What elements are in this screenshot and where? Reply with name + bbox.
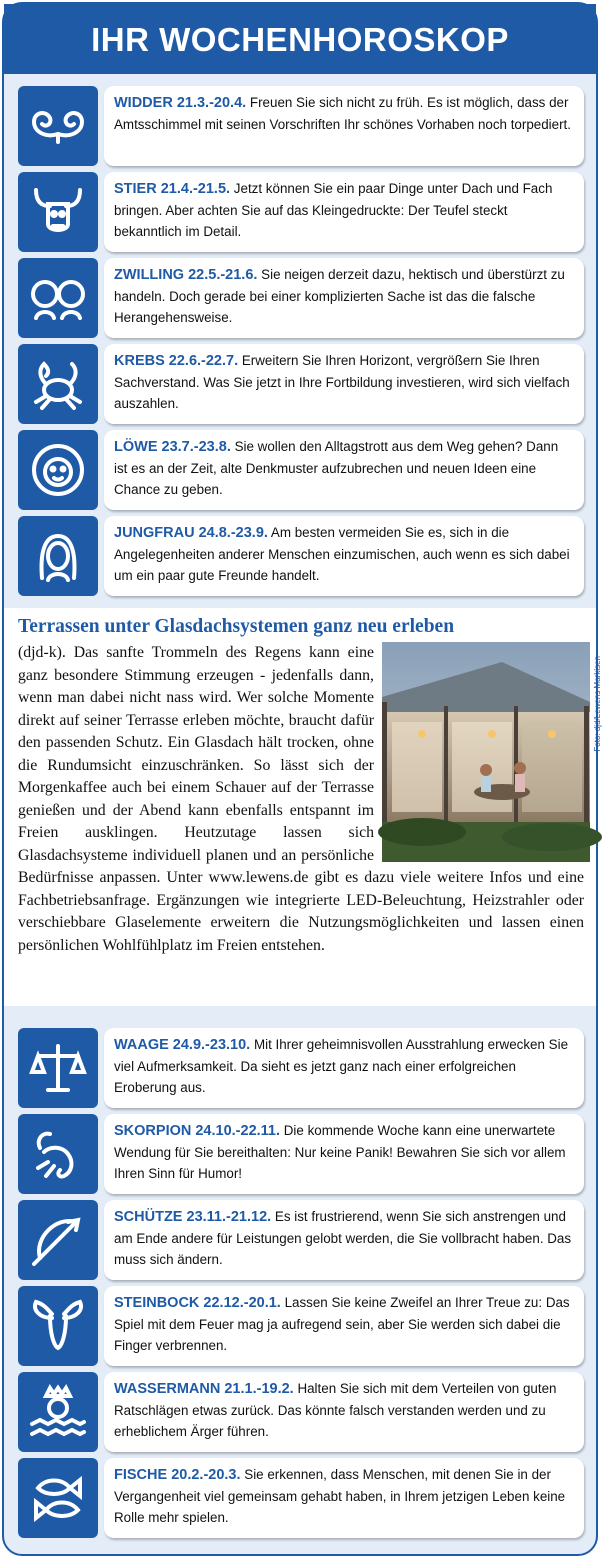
horoscope-text — [104, 1458, 584, 1538]
horoscope-text — [104, 1028, 584, 1108]
scales-icon — [18, 1028, 98, 1108]
advertorial-article — [4, 608, 602, 1006]
aquarius-icon — [18, 1372, 98, 1452]
sign-name: WAAGE 24.9.-23.10. — [114, 1037, 251, 1053]
bow-icon — [18, 1200, 98, 1280]
horoscope-entry — [18, 1200, 584, 1280]
sign-name: WASSERMANN 21.1.-19.2. — [114, 1381, 294, 1397]
horoscope-text — [104, 1200, 584, 1280]
horoscope-entry — [18, 258, 584, 338]
sign-text: Am besten vermeiden Sie es, sich in die Angelegenheiten anderer Menschen einzumischen, auch wenn es sich dabei um ein paar gute Freunde handelt. — [114, 525, 570, 583]
sign-name: ZWILLING 22.5.-21.6. — [114, 267, 258, 283]
sign-text: Erweitern Sie Ihren Horizont, vergrößern Sie Ihren Sachverstand. Was Sie jetzt in Ihre Fortbildung investieren, wird sich vielfach auszahlen. — [114, 353, 570, 411]
horoscope-text — [104, 1372, 584, 1452]
horoscope-entry — [18, 344, 584, 424]
terrace-photo — [382, 642, 602, 862]
sign-text: Lassen Sie keine Zweifel an Ihrer Treue zu: Das Spiel mit dem Feuer mag ja aufregend sein, aber Sie werden sich dabei die Finger verbrennen. — [114, 1295, 570, 1353]
sign-text: Jetzt können Sie ein paar Dinge unter Dach und Fach bringen. Aber achten Sie auf das Kleingedruckte: Der Teufel steckt bekanntlich im Detail. — [114, 181, 553, 239]
scorpion-icon — [18, 1114, 98, 1194]
horoscope-text — [104, 1286, 584, 1366]
sign-name: KREBS 22.6.-22.7. — [114, 353, 239, 369]
horoscope-list-top — [4, 74, 596, 596]
page-title: IHR WOCHENHOROSKOP — [4, 4, 596, 74]
sign-name: SCHÜTZE 23.11.-21.12. — [114, 1209, 272, 1225]
horoscope-text — [104, 1114, 584, 1194]
bull-icon — [18, 172, 98, 252]
horoscope-entry — [18, 1114, 584, 1194]
horoscope-entry — [18, 86, 584, 166]
horoscope-entry — [18, 172, 584, 252]
lion-icon — [18, 430, 98, 510]
horoscope-panel — [2, 2, 602, 1556]
sign-text: Sie erkennen, dass Menschen, mit denen Sie in der Vergangenheit viel gemeinsam gehabt haben, in Ihrem jetzigen Leben keine Rolle mehr spielen. — [114, 1467, 566, 1525]
sign-text: Halten Sie sich mit dem Verteilen von guten Ratschlägen etwas zurück. Das könnte falsch verstanden werden und zu erheblichem Ärger führen. — [114, 1381, 557, 1439]
horoscope-text — [104, 430, 584, 510]
sign-text: Freuen Sie sich nicht zu früh. Es ist möglich, dass der Amtsschimmel mit seinen Vorschriften Ihr schönes Vorhaben noch torpediert. — [114, 95, 571, 132]
sign-name: WIDDER 21.3.-20.4. — [114, 95, 247, 111]
crab-icon — [18, 344, 98, 424]
twins-icon — [18, 258, 98, 338]
sign-text: Sie wollen den Alltagstrott aus dem Weg gehen? Dann ist es an der Zeit, alte Denkmuster aufzubrechen und neuen Ideen eine Chance zu geben. — [114, 439, 559, 497]
horoscope-entry — [18, 1028, 584, 1108]
horoscope-entry — [18, 430, 584, 510]
sign-name: LÖWE 23.7.-23.8. — [114, 439, 231, 455]
horoscope-entry — [18, 1458, 584, 1538]
horoscope-text — [104, 86, 584, 166]
horoscope-entry — [18, 1286, 584, 1366]
sign-name: STEINBOCK 22.12.-20.1. — [114, 1295, 281, 1311]
photo-credit: Foto: djd/Lewens Markisen — [593, 656, 602, 752]
sign-name: STIER 21.4.-21.5. — [114, 181, 231, 197]
ram-icon — [18, 86, 98, 166]
sign-text: Sie neigen derzeit dazu, hektisch und überstürzt zu handeln. Doch gerade bei einer komplizierten Sache ist das die falsche Herangehensweise. — [114, 267, 565, 325]
horoscope-text — [104, 172, 584, 252]
horoscope-list-bottom — [4, 1006, 596, 1538]
horoscope-entry — [18, 516, 584, 596]
horoscope-text — [104, 258, 584, 338]
capricorn-icon — [18, 1286, 98, 1366]
sign-text: Mit Ihrer geheimnisvollen Ausstrahlung erwecken Sie viel Aufmerksamkeit. Da sieht es jetzt ganz nach einer erfolgreichen Eroberung aus. — [114, 1037, 569, 1095]
horoscope-text — [104, 516, 584, 596]
sign-text: Es ist frustrierend, wenn Sie sich anstrengen und am Ende andere für Leistungen gelobt werden, die Sie vollbracht haben. Das muss sich ändern. — [114, 1209, 572, 1267]
fish-icon — [18, 1458, 98, 1538]
horoscope-text — [104, 344, 584, 424]
sign-name: SKORPION 24.10.-22.11. — [114, 1123, 281, 1139]
article-title: Terrassen unter Glasdachsystemen ganz neu erleben — [18, 616, 455, 637]
article-body: (djd-k). Das sanfte Trommeln des Regens kann eine ganz besondere Stimmung erzeugen - jedenfalls dann, wenn man dabei nicht nass wird. Wer solche Momente direkt auf seiner Terrasse erleben möchte, braucht dafür den passenden Schutz. Ein Glasdach hält trocken, ohne die Rundumsicht einzuschränken. So lässt sich der Morgenkaffee auch bei einem Schauer auf der Terrasse genießen und der Abend kann ebenfalls entspannt im Freien ausklingen. Heutzutage lassen sich Glasdachsysteme individuell planen und an persönliche Bedürfnisse anpassen. Unter www.lewens.de gibt es dazu viele weitere Infos und eine Fachbetriebsanfrage. Ergänzungen wie integrierte LED-Beleuchtung, Heizstrahler oder verschiebbare Glaselemente erweitern die Nutzungsmöglichkeiten und lassen einen persönlichen Wohlfühlplatz im Freien entstehen. — [18, 644, 584, 954]
virgin-icon — [18, 516, 98, 596]
horoscope-entry — [18, 1372, 584, 1452]
sign-name: JUNGFRAU 24.8.-23.9. — [114, 525, 268, 541]
sign-name: FISCHE 20.2.-20.3. — [114, 1467, 241, 1483]
sign-text: Die kommende Woche kann eine unerwartete Wendung für Sie bereithalten: Nur keine Panik! Bewahren Sie sich vor allem Ihren Sinn für Humor! — [114, 1123, 566, 1181]
